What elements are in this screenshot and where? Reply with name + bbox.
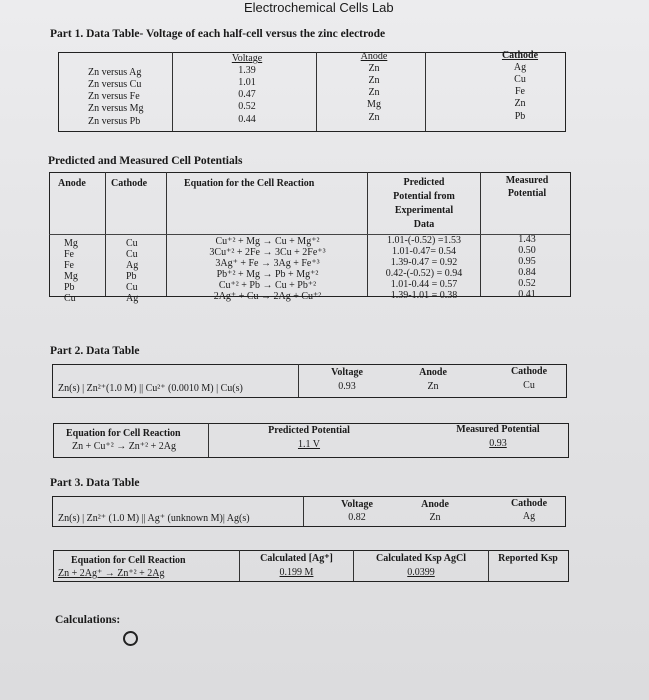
- part1-row-voltage: 1.39: [238, 65, 256, 76]
- part3-cell-notation: Zn(s) | Zn²⁺ (1.0 M) || Ag⁺ (unknown M)| Ag(s): [58, 513, 250, 524]
- part2-measured-value: 0.93: [489, 438, 507, 449]
- part2-predicted-label: Predicted Potential: [268, 425, 350, 436]
- part1-row-anode: Zn: [368, 112, 380, 123]
- part3-reported-ksp-label: Reported Ksp: [498, 553, 558, 564]
- predicted-row-anode: Mg: [64, 271, 78, 282]
- part2-cell-notation: Zn(s) | Zn²⁺(1.0 M) || Cu²⁺ (0.0010 M) | Cu(s): [58, 383, 243, 394]
- predicted-row-measured: 0.52: [518, 278, 536, 289]
- part3-anode-value: Zn: [429, 512, 441, 523]
- part1-row-label: Zn versus Ag: [88, 67, 142, 78]
- part3-calc-ksp-label: Calculated Ksp AgCl: [375, 553, 466, 564]
- predicted-row-measured: 0.50: [518, 245, 536, 256]
- part2-voltage-label: Voltage: [331, 367, 363, 378]
- part1-cathode-header: Cathode: [501, 50, 539, 61]
- part3-cathode-label: Cathode: [510, 498, 548, 509]
- part1-row-anode: Zn: [368, 75, 380, 86]
- part2-predicted-value: 1.1 V: [297, 439, 321, 450]
- part1-row-cathode: Fe: [515, 86, 525, 97]
- predicted-row-equation: 2Ag⁺ + Cu → 2Ag + Cu⁺²: [213, 291, 322, 302]
- part1-row-anode: Zn: [368, 87, 380, 98]
- part1-voltage-header: Voltage: [231, 53, 263, 64]
- part2-equation-value: Zn + Cu⁺² → Zn⁺² + 2Ag: [72, 441, 176, 452]
- part3-calc-ag-label: Calculated [Ag⁺]: [260, 553, 333, 564]
- part1-row-cathode: Cu: [514, 74, 526, 85]
- predicted-row-equation: 3Cu⁺² + 2Fe → 3Cu + 2Fe⁺³: [209, 247, 326, 258]
- predicted-row-cathode: Cu: [126, 238, 138, 249]
- predicted-row-measured: 1.43: [518, 234, 536, 245]
- part1-row-label: Zn versus Cu: [88, 79, 142, 90]
- part3-equation-value: Zn + 2Ag⁺ → Zn⁺² + 2Ag: [58, 568, 165, 579]
- predicted-potential-header: Predicted Potential from Experimental Data: [393, 177, 455, 230]
- predicted-row-measured: 0.41: [518, 289, 536, 300]
- part3-voltage-value: 0.82: [348, 512, 366, 523]
- part1-row-anode: Mg: [367, 99, 381, 110]
- calculations-label: Calculations:: [55, 614, 121, 626]
- predicted-row-anode: Fe: [64, 260, 74, 271]
- part3-anode-label: Anode: [421, 499, 449, 510]
- predicted-row-anode: Cu: [64, 293, 76, 304]
- part3-calc-ag-value: 0.199 M: [279, 567, 314, 578]
- predicted-row-predicted: 1.01-(-0.52) =1.53: [387, 235, 461, 246]
- part2-anode-value: Zn: [427, 381, 439, 392]
- part3-equation-label: Equation for Cell Reaction: [71, 555, 186, 566]
- predicted-row-equation: Pb⁺² + Mg → Pb + Mg⁺²: [216, 269, 319, 280]
- predicted-row-anode: Pb: [64, 282, 75, 293]
- part2-equation-label: Equation for Cell Reaction: [66, 428, 181, 439]
- predicted-row-cathode: Cu: [126, 249, 138, 260]
- part2-voltage-value: 0.93: [338, 381, 356, 392]
- predicted-anode-header: Anode: [58, 178, 86, 189]
- part1-row-cathode: Zn: [514, 98, 526, 109]
- part1-row-label: Zn versus Fe: [88, 91, 140, 102]
- part1-row-voltage: 1.01: [238, 77, 256, 88]
- part1-row-label: Zn versus Pb: [88, 116, 141, 127]
- predicted-equation-header: Equation for the Cell Reaction: [184, 178, 315, 189]
- part1-heading: Part 1. Data Table- Voltage of each half-cell versus the zinc electrode: [50, 28, 386, 40]
- part3-voltage-label: Voltage: [341, 499, 373, 510]
- part2-measured-label: Measured Potential: [456, 424, 540, 435]
- part3-calc-ksp-value: 0.0399: [407, 567, 435, 578]
- predicted-row-cathode: Ag: [126, 260, 139, 271]
- predicted-row-predicted: 1.39-1.01 = 0.38: [390, 290, 458, 301]
- part2-heading: Part 2. Data Table: [50, 345, 140, 357]
- predicted-row-predicted: 1.01-0.44 = 0.57: [390, 279, 458, 290]
- predicted-cathode-header: Cathode: [111, 178, 148, 189]
- part1-row-voltage: 0.47: [238, 89, 256, 100]
- predicted-row-predicted: 1.39-0.47 = 0.92: [390, 257, 458, 268]
- part2-cathode-value: Cu: [523, 380, 535, 391]
- predicted-row-anode: Mg: [64, 238, 78, 249]
- part1-row-label: Zn versus Mg: [88, 103, 144, 114]
- part3-cathode-value: Ag: [522, 511, 536, 522]
- predicted-row-cathode: Ag: [126, 293, 139, 304]
- part1-row-anode: Zn: [368, 63, 380, 74]
- part1-row-voltage: 0.52: [238, 101, 256, 112]
- part2-cathode-label: Cathode: [510, 366, 548, 377]
- circle-icon: [123, 631, 138, 646]
- part2-anode-label: Anode: [419, 367, 447, 378]
- part1-row-cathode: Ag: [513, 62, 527, 73]
- part1-row-voltage: 0.44: [238, 114, 256, 125]
- predicted-heading: Predicted and Measured Cell Potentials: [48, 155, 243, 167]
- predicted-row-measured: 0.95: [518, 256, 536, 267]
- predicted-row-cathode: Pb: [126, 271, 137, 282]
- predicted-row-anode: Fe: [64, 249, 74, 260]
- predicted-row-equation: 3Ag⁺ + Fe → 3Ag + Fe⁺³: [215, 258, 320, 269]
- predicted-row-cathode: Cu: [126, 282, 138, 293]
- measured-potential-header: Measured Potential: [505, 175, 549, 199]
- predicted-row-equation: Cu⁺² + Pb → Cu + Pb⁺²: [218, 280, 317, 291]
- predicted-row-equation: Cu⁺² + Mg → Cu + Mg⁺²: [215, 236, 320, 247]
- predicted-row-predicted: 1.01-0.47= 0.54: [392, 246, 456, 257]
- predicted-row-predicted: 0.42-(-0.52) = 0.94: [385, 268, 463, 279]
- part1-row-cathode: Pb: [514, 111, 526, 122]
- part3-heading: Part 3. Data Table: [50, 477, 140, 489]
- page-title: Electrochemical Cells Lab: [244, 0, 394, 15]
- predicted-row-measured: 0.84: [518, 267, 536, 278]
- part1-anode-header: Anode: [360, 51, 388, 62]
